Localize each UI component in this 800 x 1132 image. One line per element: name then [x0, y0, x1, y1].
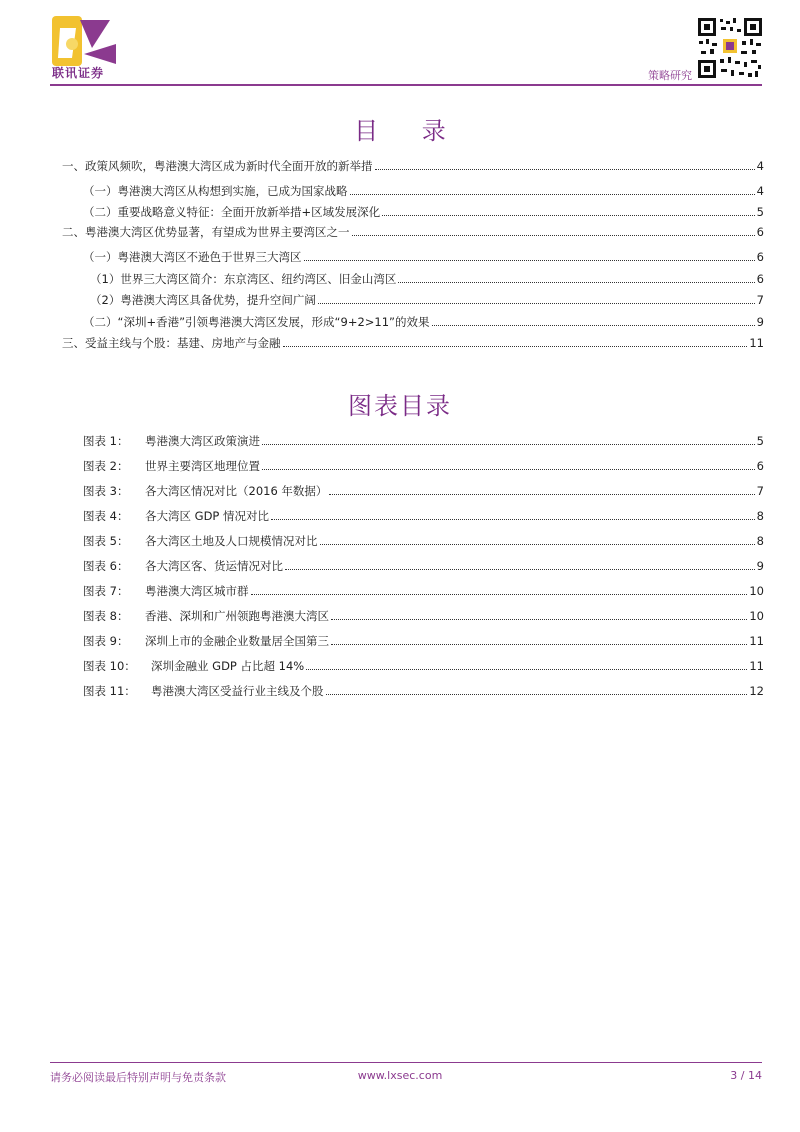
toc-entry[interactable]	[90, 291, 764, 307]
footer-divider	[50, 1062, 762, 1063]
toc-entry-label: （二）“深圳+香港”引领粤港澳大湾区发展，形成“9+2>11”的效果	[83, 315, 430, 329]
toc-entry-label: 一、政策风频吹，粤港澳大湾区成为新时代全面开放的新举措	[62, 159, 373, 173]
dot-leader	[251, 594, 748, 595]
dot-leader	[262, 444, 755, 445]
report-category: 策略研究	[648, 69, 692, 82]
toc-entry-label: （一）粤港澳大湾区不逊色于世界三大湾区	[83, 250, 302, 264]
figure-number: 图表 1：	[83, 434, 129, 448]
toc-entry[interactable]	[62, 334, 764, 350]
page-indicator: 3 / 14	[730, 1069, 762, 1082]
toc-entry-page: 4	[756, 184, 764, 198]
figure-page: 11	[749, 634, 764, 648]
toc-entry[interactable]	[62, 157, 764, 173]
qr-code	[697, 17, 763, 79]
toc-entry-page: 6	[756, 225, 764, 239]
toc-entry[interactable]	[90, 270, 764, 286]
figure-entry[interactable]	[83, 607, 764, 623]
figure-label: 各大湾区土地及人口规模情况对比	[145, 534, 318, 548]
toc-entry-page: 7	[756, 293, 764, 307]
dot-leader	[318, 303, 755, 304]
figure-number: 图表 4：	[83, 509, 129, 523]
dot-leader	[329, 494, 754, 495]
figure-entry[interactable]	[83, 532, 764, 548]
figure-page: 12	[749, 684, 764, 698]
figure-page: 7	[756, 484, 764, 498]
figure-number: 图表 7：	[83, 584, 129, 598]
toc-entry-label: （一）粤港澳大湾区从构想到实施，已成为国家战略	[83, 184, 348, 198]
toc-entry[interactable]	[62, 223, 764, 239]
toc-entry-label: （二）重要战略意义特征：全面开放新举措+区域发展深化	[83, 205, 381, 219]
figure-label: 粤港澳大湾区城市群	[145, 584, 249, 598]
toc-entry-page: 11	[749, 336, 764, 350]
figure-entry[interactable]	[83, 457, 764, 473]
figure-label: 各大湾区 GDP 情况对比	[145, 509, 270, 523]
dot-leader	[398, 282, 754, 283]
figure-label: 各大湾区客、货运情况对比	[145, 559, 283, 573]
figure-number: 图表 5：	[83, 534, 129, 548]
dot-leader	[331, 644, 747, 645]
dot-leader	[306, 669, 747, 670]
brand-name: 联讯证券	[52, 66, 105, 80]
figure-label: 深圳金融业 GDP 占比超 14%	[151, 659, 305, 673]
figure-number: 图表 10：	[83, 659, 136, 673]
toc-entry-page: 4	[756, 159, 764, 173]
figure-number: 图表 2：	[83, 459, 129, 473]
figure-label: 香港、深圳和广州领跑粤港澳大湾区	[145, 609, 329, 623]
toc-entry-label: 三、受益主线与个股：基建、房地产与金融	[62, 336, 281, 350]
dot-leader	[352, 235, 755, 236]
figure-page: 8	[756, 534, 764, 548]
dot-leader	[304, 260, 755, 261]
figure-page: 6	[756, 459, 764, 473]
dot-leader	[262, 469, 755, 470]
dot-leader	[382, 215, 755, 216]
toc-entry-page: 9	[756, 315, 764, 329]
dot-leader	[326, 694, 748, 695]
toc-entry[interactable]	[83, 313, 764, 329]
figure-number: 图表 8：	[83, 609, 129, 623]
figure-page: 5	[756, 434, 764, 448]
disclaimer-note: 请务必阅读最后特别声明与免责条款	[50, 1071, 226, 1084]
toc-entry-page: 6	[756, 272, 764, 286]
figure-label: 深圳上市的金融企业数量居全国第三	[145, 634, 329, 648]
dot-leader	[331, 619, 747, 620]
toc-entry-label: （2）粤港澳大湾区具备优势，提升空间广阔	[90, 293, 316, 307]
figure-entry[interactable]	[83, 507, 764, 523]
figure-entry[interactable]	[83, 582, 764, 598]
figure-number: 图表 3：	[83, 484, 129, 498]
figure-label: 各大湾区情况对比（2016 年数据）	[145, 484, 328, 498]
figure-entry[interactable]	[83, 682, 764, 698]
toc-entry-label: 二、粤港澳大湾区优势显著，有望成为世界主要湾区之一	[62, 225, 350, 239]
dot-leader	[432, 325, 755, 326]
figure-number: 图表 9：	[83, 634, 129, 648]
dot-leader	[285, 569, 755, 570]
toc-entry[interactable]	[83, 248, 764, 264]
toc-entry-label: （1）世界三大湾区简介：东京湾区、纽约湾区、旧金山湾区	[90, 272, 397, 286]
figure-entry[interactable]	[83, 557, 764, 573]
figure-page: 11	[749, 659, 764, 673]
toc-entry-page: 6	[756, 250, 764, 264]
figure-number: 图表 11：	[83, 684, 136, 698]
website-link[interactable]: www.lxsec.com	[357, 1069, 443, 1082]
figure-entry[interactable]	[83, 657, 764, 673]
dot-leader	[320, 544, 755, 545]
figure-entry[interactable]	[83, 632, 764, 648]
figure-entry[interactable]	[83, 432, 764, 448]
dot-leader	[350, 194, 755, 195]
figure-page: 10	[749, 584, 764, 598]
figure-number: 图表 6：	[83, 559, 129, 573]
header-divider	[50, 84, 762, 86]
figure-label: 粤港澳大湾区受益行业主线及个股	[151, 684, 324, 698]
figure-label: 世界主要湾区地理位置	[145, 459, 260, 473]
toc-entry[interactable]	[83, 203, 764, 219]
figure-entry[interactable]	[83, 482, 764, 498]
figures-title: 图表目录	[348, 392, 452, 420]
dot-leader	[271, 519, 755, 520]
figure-page: 10	[749, 609, 764, 623]
toc-entry[interactable]	[83, 182, 764, 198]
toc-entry-page: 5	[756, 205, 764, 219]
figure-page: 8	[756, 509, 764, 523]
figure-label: 粤港澳大湾区政策演进	[145, 434, 260, 448]
dot-leader	[283, 346, 748, 347]
toc-title: 目 录	[354, 117, 464, 145]
figure-page: 9	[756, 559, 764, 573]
dot-leader	[375, 169, 755, 170]
